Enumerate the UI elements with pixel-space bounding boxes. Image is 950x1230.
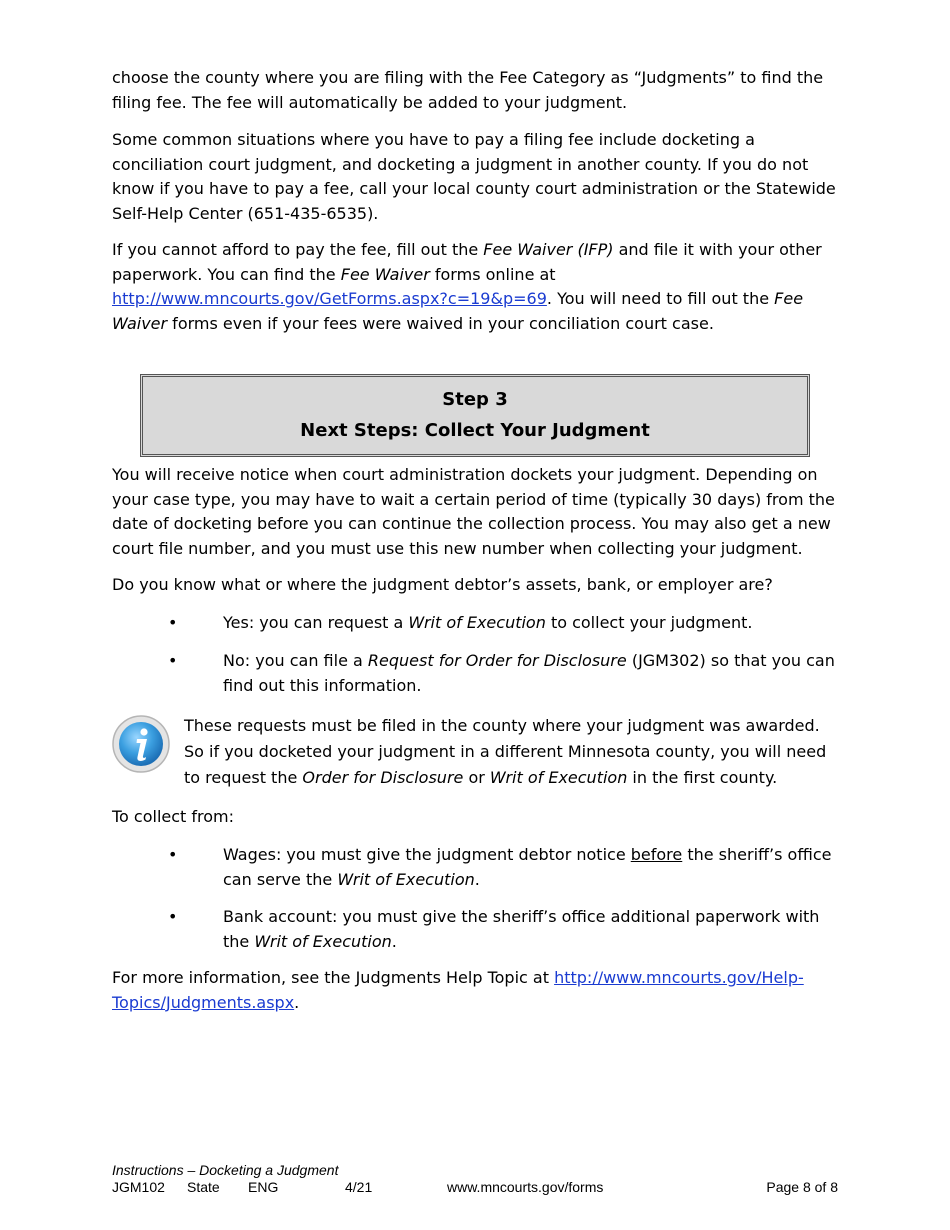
- paragraph-filing-fee-county: choose the county where you are filing with the Fee Category as “Judgments” to find the filing fee. The fee will automatically be added to your judgment.: [112, 68, 824, 112]
- paragraph-fee-waiver: If you cannot afford to pay the fee, fill out the Fee Waiver (IFP) and file it with your other paperwork. You can find the Fee Waiver forms online at http://www.mncourts.gov/GetForms.aspx?c=19&p=69. You will need to fill out the Fee Waiver forms even if your fees were waived in your conciliation court case.: [112, 240, 822, 333]
- paragraph-receive-notice: You will receive notice when court administration dockets your judgment. Depending on your case type, you may have to wait a certain period of time (typically 30 days) from the date of docketing before you can continue the collection process. You may also get a new court file number, and you must use this new number when collecting your judgment.: [112, 465, 835, 558]
- info-icon: [112, 715, 170, 773]
- paragraph-common-situations: Some common situations where you have to pay a filing fee include docketing a conciliation court judgment, and docketing a judgment in another county. If you do not know if you have to pay a fee, call your local county court administration or the Statewide Self-Help Center (651-435-6535).: [112, 130, 836, 223]
- page-footer: [112, 1162, 842, 1196]
- step-3-heading-box: [140, 374, 810, 457]
- footer-meta-row: [112, 1179, 842, 1196]
- bullet-dot: •: [168, 651, 178, 670]
- list-item-yes: • Yes: you can request a Writ of Execution to collect your judgment.: [112, 611, 842, 636]
- list-item-wages: • Wages: you must give the judgment debtor notice before the sheriff’s office can serve the Writ of Execution.: [168, 845, 832, 889]
- footer-title: Instructions – Docketing a Judgment: [112, 1162, 339, 1178]
- bullet-dot: •: [168, 613, 178, 632]
- footer-language: ENG: [248, 1179, 279, 1195]
- footer-form-number: JGM102: [112, 1179, 165, 1195]
- footer-date: 4/21: [345, 1179, 373, 1195]
- fee-waiver-forms-link[interactable]: http://www.mncourts.gov/GetForms.aspx?c=19&p=69: [112, 289, 547, 308]
- paragraph-assets-question: Do you know what or where the judgment debtor’s assets, bank, or employer are?: [112, 575, 773, 594]
- list-item-no: • No: you can file a Request for Order for Disclosure (JGM302) so that you can find out this information.: [168, 651, 835, 695]
- paragraph-collect-from: To collect from:: [112, 807, 235, 826]
- bullet-dot: •: [168, 907, 178, 926]
- footer-page-number: Page 8 of 8: [766, 1179, 838, 1195]
- bullet-dot: •: [168, 845, 178, 864]
- step-title: Next Steps: Collect Your Judgment: [300, 420, 650, 441]
- paragraph-more-information: For more information, see the Judgments Help Topic at http://www.mncourts.gov/Help-Topics/Judgments.aspx.: [112, 968, 804, 1012]
- footer-website: www.mncourts.gov/forms: [447, 1179, 604, 1195]
- judgments-help-topic-link[interactable]: http://www.mncourts.gov/Help-Topics/Judgments.aspx: [112, 968, 804, 1012]
- step-number: Step 3: [442, 389, 508, 410]
- footer-scope: State: [187, 1179, 220, 1195]
- info-note: These requests must be filed in the county where your judgment was awarded. So if you docketed your judgment in a different Minnesota county, you will need to request the Order for Disclosure or Writ of Execution in the first county.: [112, 713, 842, 791]
- fee-waiver-ifp-term: Fee Waiver (IFP): [483, 240, 614, 259]
- list-item-bank-account: • Bank account: you must give the sheriff’s office additional paperwork with the Writ of Execution.: [168, 907, 820, 951]
